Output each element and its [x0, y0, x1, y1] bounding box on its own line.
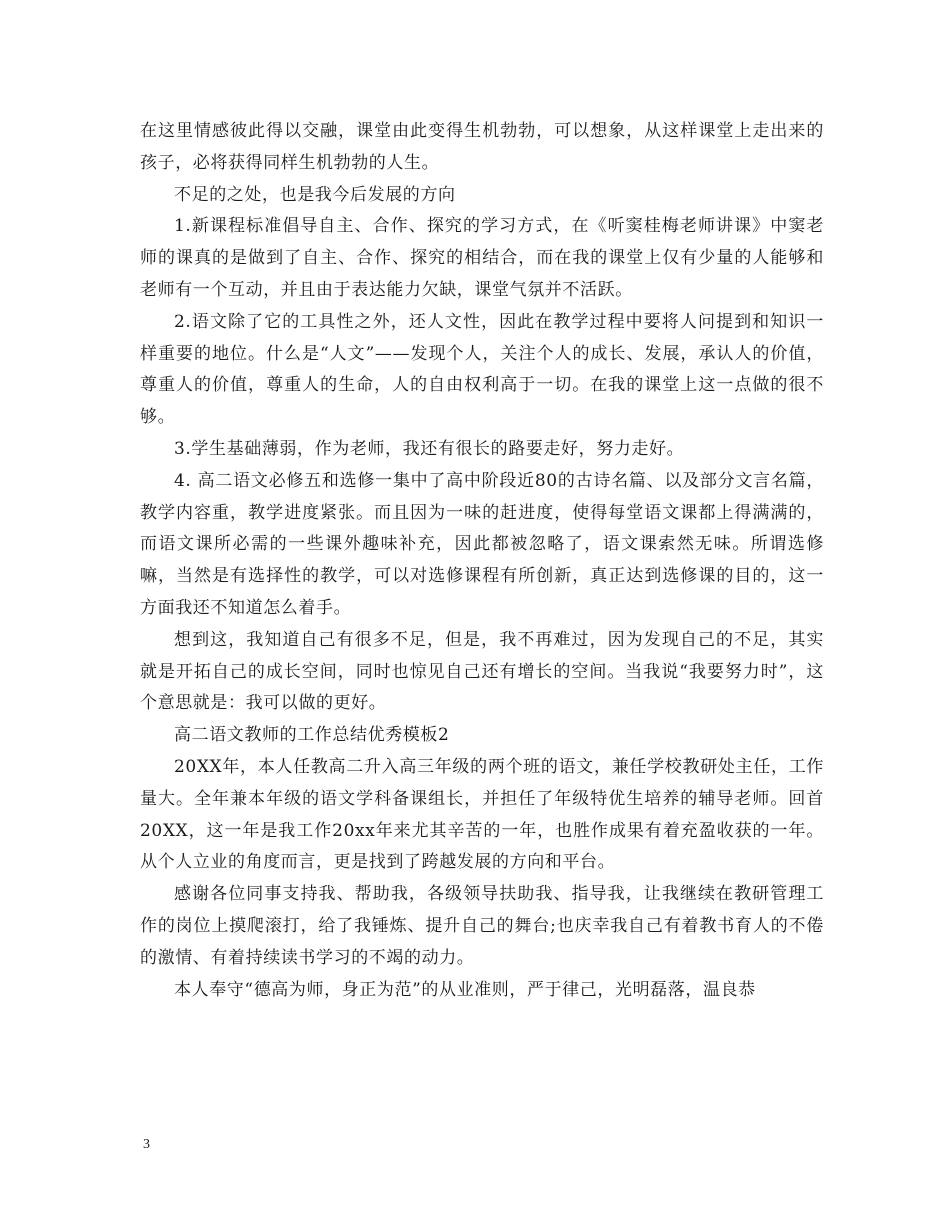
section-heading: 高二语文教师的工作总结优秀模板2: [174, 725, 450, 746]
paragraph: 想到这，我知道自己有很多不足，但是，我不再难过，因为发现自己的不足，其实就是开拓自己的成长空间，同时也惊见自己还有增长的空间。当我说“我要努力时”，这个意思就是：我可以做的更好。: [140, 629, 824, 714]
paragraph: 感谢各位同事支持我、帮助我，各级领导扶助我、指导我，让我继续在教研管理工作的岗位上摸爬滚打，给了我锤炼、提升自己的舞台;也庆幸我自己有着教书育人的不倦的激情、有着持续读书学习的不竭的动力。: [140, 884, 824, 968]
paragraph: 1.新课程标准倡导自主、合作、探究的学习方式，在《听窦桂梅老师讲课》中窦老师的课真的是做到了自主、合作、探究的相结合，而在我的课堂上仅有少量的人能够和老师有一个互动，并且由于表达能力欠缺，课堂气氛并不活跃。: [140, 216, 824, 300]
body-text: [140, 116, 824, 1006]
paragraph: 4. 高二语文必修五和选修一集中了高中阶段近80的古诗名篇、以及部分文言名篇，教学内容重，教学进度紧张。而且因为一味的赶进度，使得每堂语文课都上得满满的，而语文课所必需的一些课外趣味补充，因此都被忽略了，语文课索然无味。所谓选修嘛，当然是有选择性的教学，可以对选修课程有所创新，真正达到选修课的目的，这一方面我还不知道怎么着手。: [140, 470, 824, 618]
paragraph: 3.学生基础薄弱，作为老师，我还有很长的路要走好，努力走好。: [174, 438, 685, 459]
paragraph: 20XX年，本人任教高二升入高三年级的两个班的语文，兼任学校教研处主任，工作量大。全年兼本年级的语文学科备课组长，并担任了年级特优生培养的辅导老师。回首20XX，这一年是我工作20xx年来尤其辛苦的一年，也胜作成果有着充盈收获的一年。从个人立业的角度而言，更是找到了跨越发展的方向和平台。: [140, 756, 824, 873]
paragraph: 本人奉守“德高为师，身正为范”的从业准则，严于律己，光明磊落，温良恭: [174, 979, 756, 1000]
paragraph: 不足的之处，也是我今后发展的方向: [174, 184, 456, 205]
paragraph: 2.语文除了它的工具性之外，还人文性，因此在教学过程中要将人问提到和知识一样重要的地位。什么是“人文”——发现个人，关注个人的成长、发展，承认人的价值，尊重人的价值，尊重人的生命，人的自由权利高于一切。在我的课堂上这一点做的很不够。: [140, 311, 824, 428]
page-number: 3: [143, 1137, 150, 1152]
paragraph: 在这里情感彼此得以交融，课堂由此变得生机勃勃，可以想象，从这样课堂上走出来的孩子，必将获得同样生机勃勃的人生。: [140, 121, 824, 173]
